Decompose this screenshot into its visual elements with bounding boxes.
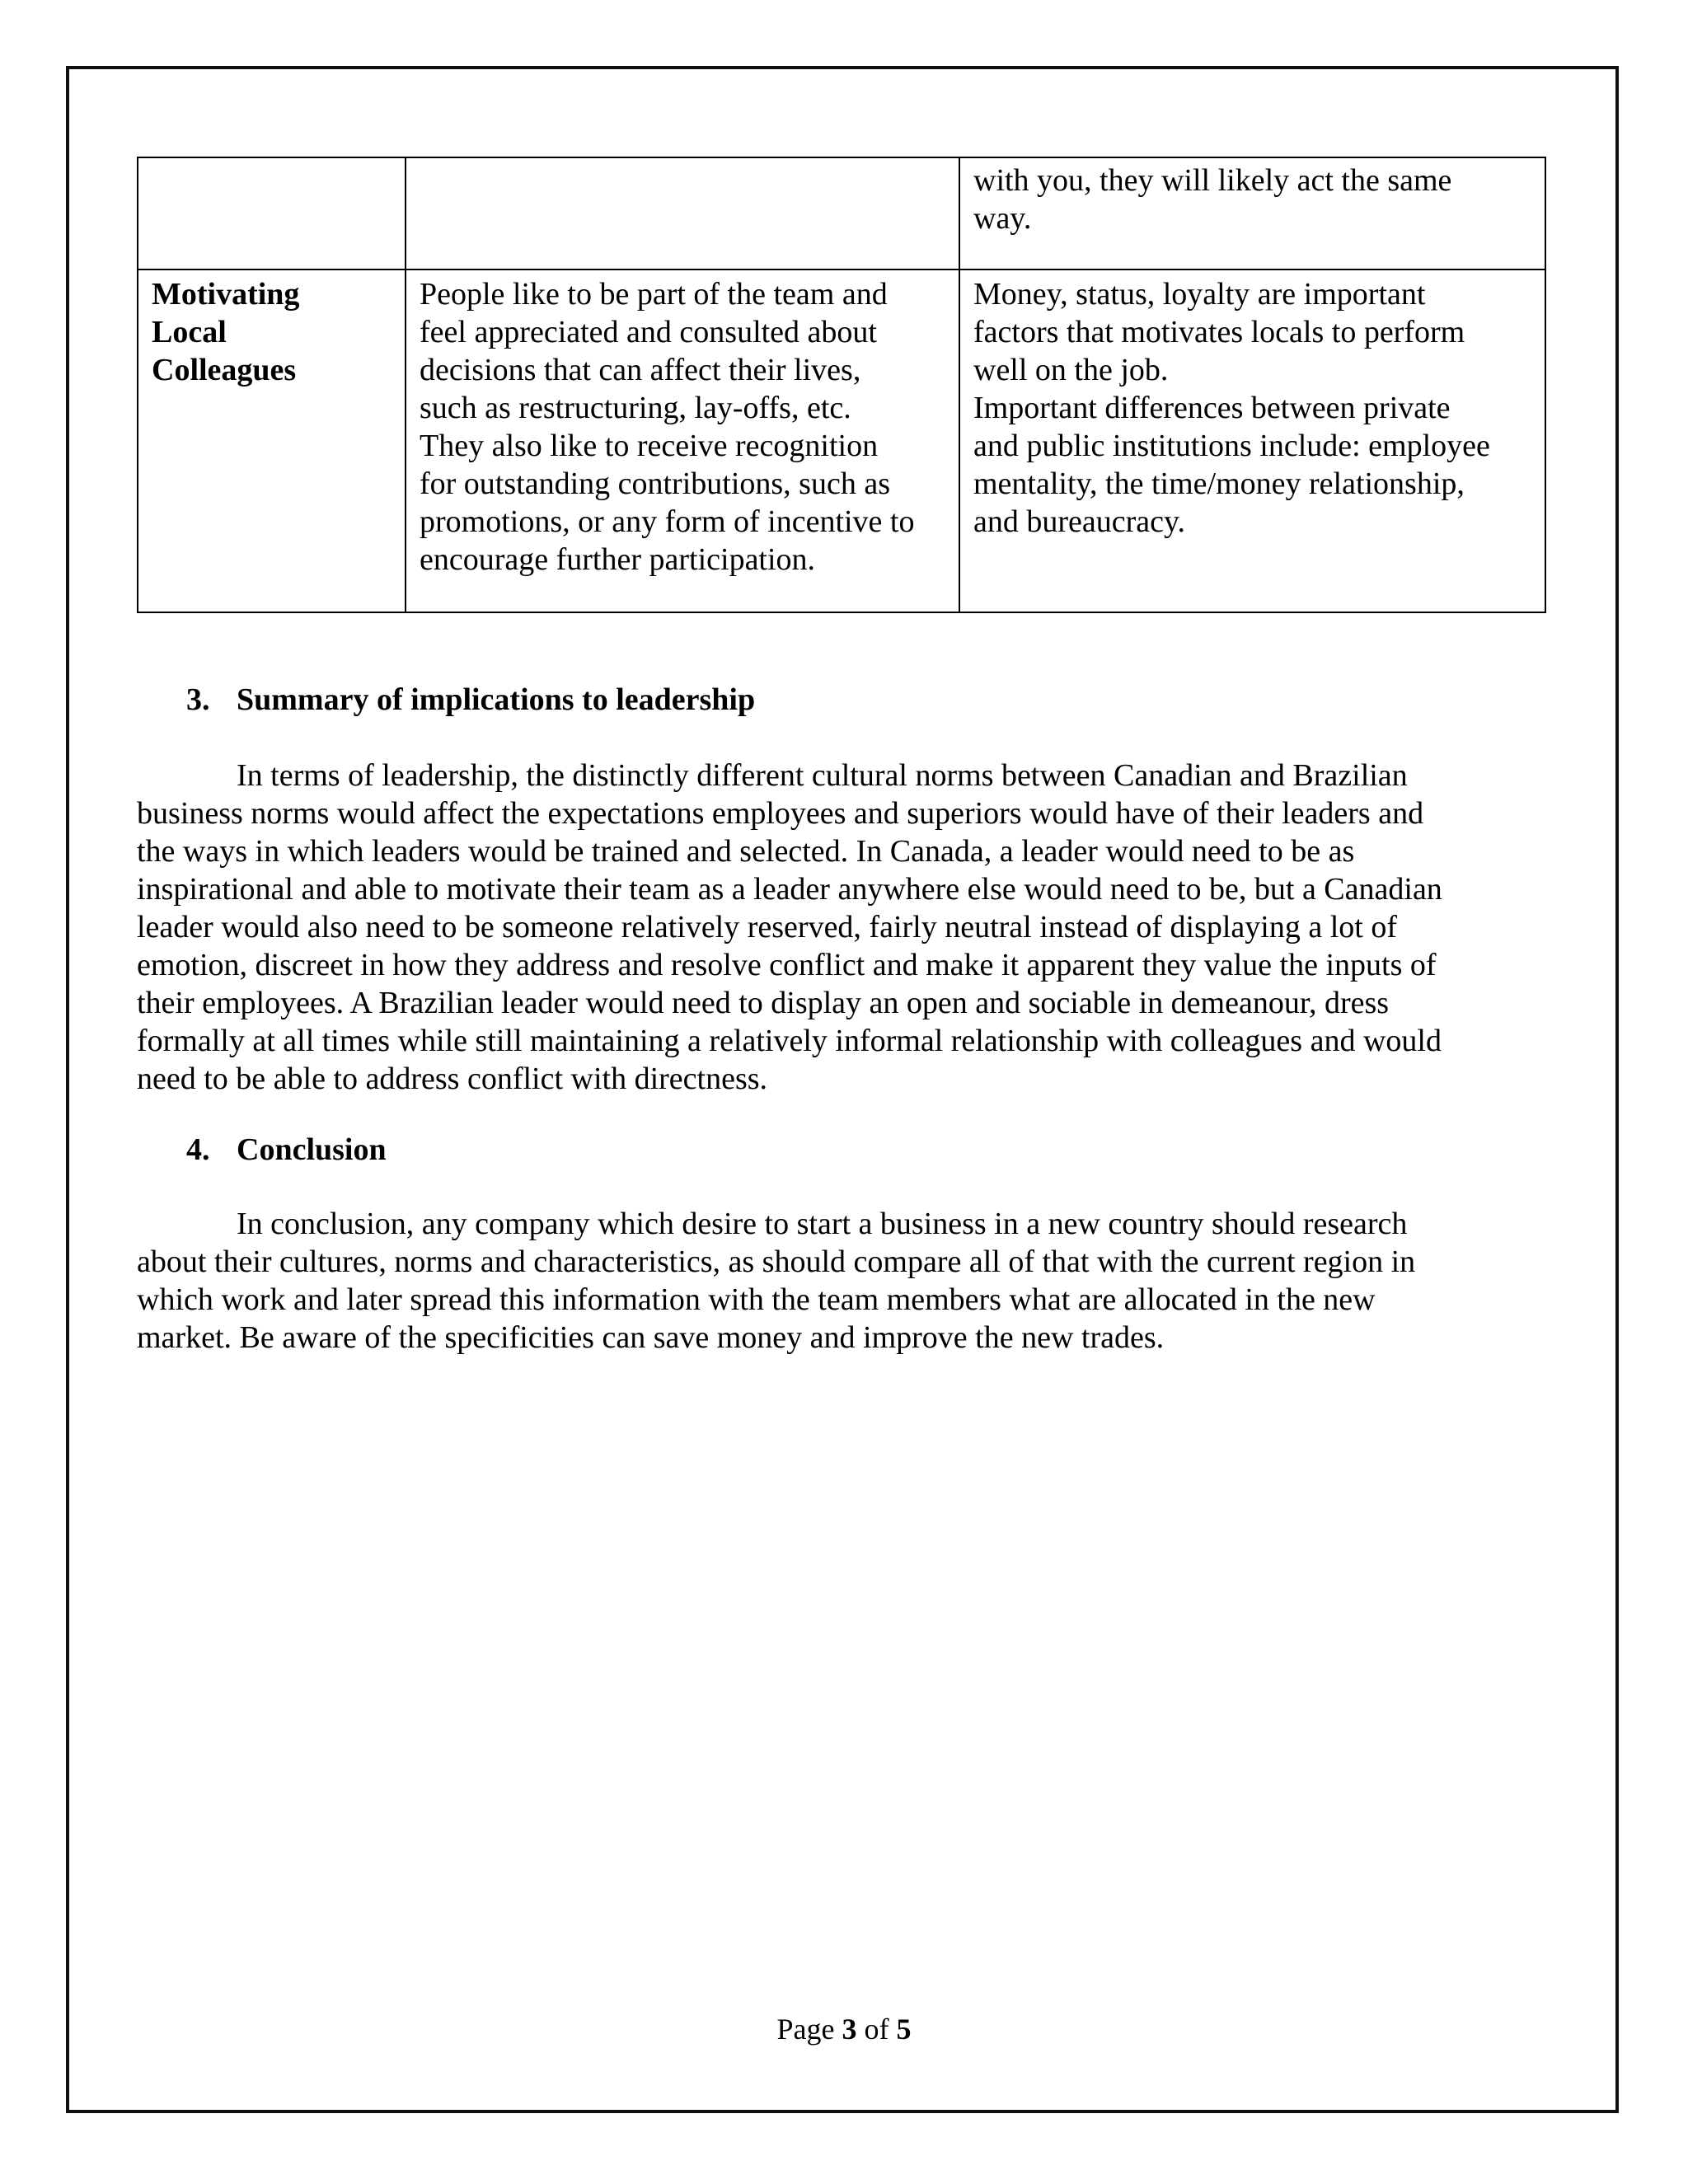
cell-line: for outstanding contributions, such as: [420, 466, 890, 501]
section-3-paragraph: [137, 757, 1545, 1098]
table-cell-empty: [138, 157, 406, 269]
paragraph-line: the ways in which leaders would be trained and selected. In Canada, a leader would need to be as: [137, 834, 1355, 869]
cultural-norms-table: [137, 157, 1546, 613]
paragraph-line: formally at all times while still maintaining a relatively informal relationship with colleagues and would: [137, 1024, 1442, 1058]
cell-line: Money, status, loyalty are important: [973, 277, 1426, 312]
paragraph-line: emotion, discreet in how they address and resolve conflict and make it apparent they value the inputs of: [137, 948, 1437, 982]
table-cell-brazil: [959, 269, 1545, 612]
paragraph-line: In conclusion, any company which desire to start a business in a new country should research: [237, 1207, 1408, 1241]
cell-line: factors that motivates locals to perform: [973, 315, 1465, 349]
table-cell-row-label: [138, 269, 406, 612]
section-title: Conclusion: [237, 1132, 387, 1167]
section-4-heading: [137, 1131, 1545, 1169]
paragraph-line: need to be able to address conflict with directness.: [137, 1062, 768, 1096]
paragraph-line: inspirational and able to motivate their team as a leader anywhere else would need to be, but a Canadian: [137, 872, 1442, 907]
cell-line: People like to be part of the team and: [420, 277, 888, 312]
section-number: 3.: [186, 682, 210, 717]
cell-line: promotions, or any form of incentive to: [420, 504, 915, 539]
paragraph-line: In terms of leadership, the distinctly different cultural norms between Canadian and Brazilian: [237, 758, 1408, 793]
cell-line: They also like to receive recognition: [420, 429, 879, 463]
cell-line: feel appreciated and consulted about: [420, 315, 877, 349]
section-3-heading: [137, 681, 1545, 719]
cell-line: such as restructuring, lay-offs, etc.: [420, 391, 851, 425]
cell-line: decisions that can affect their lives,: [420, 353, 861, 387]
table-cell-canada: [406, 269, 959, 612]
table-row-continued: [138, 157, 1545, 269]
cell-line: way.: [973, 201, 1032, 236]
table-cell-continued-text: [959, 157, 1545, 269]
cell-line: and bureaucracy.: [973, 504, 1186, 539]
row-label-line: Colleagues: [152, 353, 297, 387]
paragraph-line: business norms would affect the expectations employees and superiors would have of their leaders and: [137, 796, 1424, 831]
table-cell-empty: [406, 157, 959, 269]
cell-line: encourage further participation.: [420, 542, 816, 577]
table-row-motivating: [138, 269, 1545, 612]
row-label-line: Local: [152, 315, 227, 349]
of-word: of: [864, 2013, 889, 2046]
page-content: [137, 157, 1545, 1357]
paragraph-line: market. Be aware of the specificities can save money and improve the new trades.: [137, 1320, 1165, 1355]
paragraph-line: about their cultures, norms and characteristics, as should compare all of that with the current region in: [137, 1244, 1416, 1279]
section-title: Summary of implications to leadership: [237, 682, 756, 717]
cell-line: with you, they will likely act the same: [973, 163, 1452, 198]
section-4-paragraph: [137, 1205, 1545, 1357]
paragraph-line: leader would also need to be someone relatively reserved, fairly neutral instead of displaying a lot of: [137, 910, 1397, 944]
section-number: 4.: [186, 1132, 210, 1167]
page-footer: [0, 2011, 1688, 2047]
cell-line: Important differences between private: [973, 391, 1451, 425]
paragraph-line: which work and later spread this information with the team members what are allocated in the new: [137, 1282, 1376, 1317]
page-word: Page: [776, 2013, 835, 2046]
cell-line: mentality, the time/money relationship,: [973, 466, 1465, 501]
total-pages-number: 5: [896, 2013, 912, 2046]
current-page-number: 3: [842, 2013, 857, 2046]
cell-line: and public institutions include: employee: [973, 429, 1490, 463]
paragraph-line: their employees. A Brazilian leader would need to display an open and sociable in demeanour, dress: [137, 986, 1390, 1020]
cell-line: well on the job.: [973, 353, 1169, 387]
row-label-line: Motivating: [152, 277, 300, 312]
